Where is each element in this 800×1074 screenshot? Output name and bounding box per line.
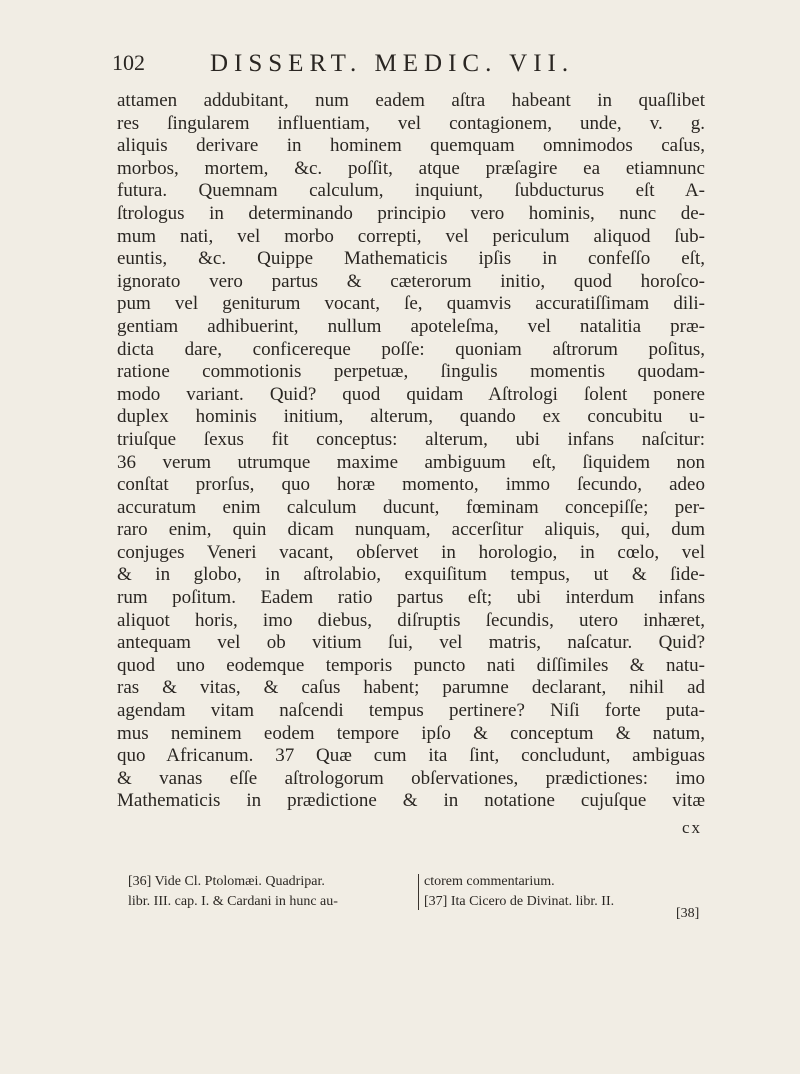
text-line: aliquot horis, imo diebus, diſruptis ſecundis, utero inhæret, bbox=[117, 609, 705, 631]
text-line: quo Africanum. 37 Quæ cum ita ſint, concludunt, ambiguas bbox=[117, 745, 705, 767]
text-line: triuſque ſexus fit conceptus: alterum, ubi infans naſcitur: bbox=[117, 428, 705, 450]
text-line: & vanas eſſe aſtrologorum obſervationes, prædictiones: imo bbox=[117, 767, 705, 789]
text-line: ras & vitas, & caſus habent; parumne declarant, nihil ad bbox=[117, 677, 705, 699]
text-line: ratione commotionis perpetuæ, ſingulis momentis quodam- bbox=[117, 361, 705, 383]
page-number: 102 bbox=[112, 50, 145, 75]
text-line: gentiam adhibuerint, nullum apoteleſma, vel natalitia præ- bbox=[117, 315, 705, 337]
text-line: conjuges Veneri vacant, obſervet in horologio, in cœlo, vel bbox=[117, 541, 705, 563]
text-line: morbos, mortem, &c. poſſit, atque præſagire ea etiamnunc bbox=[117, 157, 705, 179]
body-text bbox=[117, 90, 705, 813]
text-line: attamen addubitant, num eadem aſtra habeant in quaſlibet bbox=[117, 90, 705, 111]
text-line: conſtat prorſus, quo horæ momento, immo ſecundo, adeo bbox=[117, 474, 705, 496]
text-line: futura. Quemnam calculum, inquiunt, ſubducturus eſt A- bbox=[117, 180, 705, 202]
text-line: mum nati, vel morbo correpti, vel periculum aliquod ſub- bbox=[117, 225, 705, 247]
text-line: agendam vitam naſcendi tempus pertinere? Niſi forte puta- bbox=[117, 700, 705, 722]
text-line: duplex hominis initium, alterum, quando ex concubitu u- bbox=[117, 406, 705, 428]
footnote-line: [37] Ita Cicero de Divinat. libr. II. bbox=[424, 894, 615, 909]
text-line: pum vel geniturum vocant, ſe, quamvis accuratiſſimam dili- bbox=[117, 293, 705, 315]
text-line: ignorato vero partus & cæterorum initio, quod horoſco- bbox=[117, 270, 705, 292]
text-line: ſtrologus in determinando principio vero hominis, nunc de- bbox=[117, 202, 705, 224]
text-line: aliquis derivare in hominem quemquam omnimodos caſus, bbox=[117, 135, 705, 157]
footnote-line: libr. III. cap. I. & Cardani in hunc au- bbox=[128, 894, 338, 909]
text-line: dicta dare, conficereque poſſe: quoniam aſtrorum poſitus, bbox=[117, 338, 705, 360]
catchword: cx bbox=[682, 818, 703, 837]
text-line: 36 verum utrumque maxime ambiguum eſt, ſiquidem non bbox=[117, 451, 705, 473]
page-header bbox=[112, 50, 712, 80]
text-line: raro enim, quin dicam nunquam, accerſitur aliquis, qui, dum bbox=[117, 519, 705, 541]
text-line: accuratum enim calculum ducunt, fœminam concepiſſe; per- bbox=[117, 496, 705, 518]
footnote-divider bbox=[418, 874, 419, 910]
text-line: euntis, &c. Quippe Mathematicis ipſis in confeſſo eſt, bbox=[117, 248, 705, 270]
footnote-line: ctorem commentarium. bbox=[424, 874, 555, 889]
text-line: antequam vel ob vitium ſui, vel matris, naſcatur. Quid? bbox=[117, 632, 705, 654]
text-line: Mathematicis in prædictione & in notatione cujuſque vitæ bbox=[117, 790, 705, 812]
text-line: mus neminem eodem tempore ipſo & conceptum & natum, bbox=[117, 722, 705, 744]
text-line: & in globo, in aſtrolabio, exquiſitum tempus, ut & ſide- bbox=[117, 564, 705, 586]
text-line: modo variant. Quid? quod quidam Aſtrologi ſolent ponere bbox=[117, 383, 705, 405]
footnote-line: [36] Vide Cl. Ptolomæi. Quadripar. bbox=[128, 874, 325, 889]
running-title: DISSERT. MEDIC. VII. bbox=[210, 50, 575, 77]
text-line: quod uno eodemque temporis puncto nati diſſimiles & natu- bbox=[117, 654, 705, 676]
text-line: res ſingularem influentiam, vel contagionem, unde, v. g. bbox=[117, 112, 705, 134]
footnote-continuation: [38] bbox=[676, 906, 700, 921]
footnote-column-right bbox=[424, 872, 704, 912]
text-line: rum poſitum. Eadem ratio partus eſt; ubi interdum infans bbox=[117, 587, 705, 609]
footnote-column-left bbox=[128, 872, 418, 912]
